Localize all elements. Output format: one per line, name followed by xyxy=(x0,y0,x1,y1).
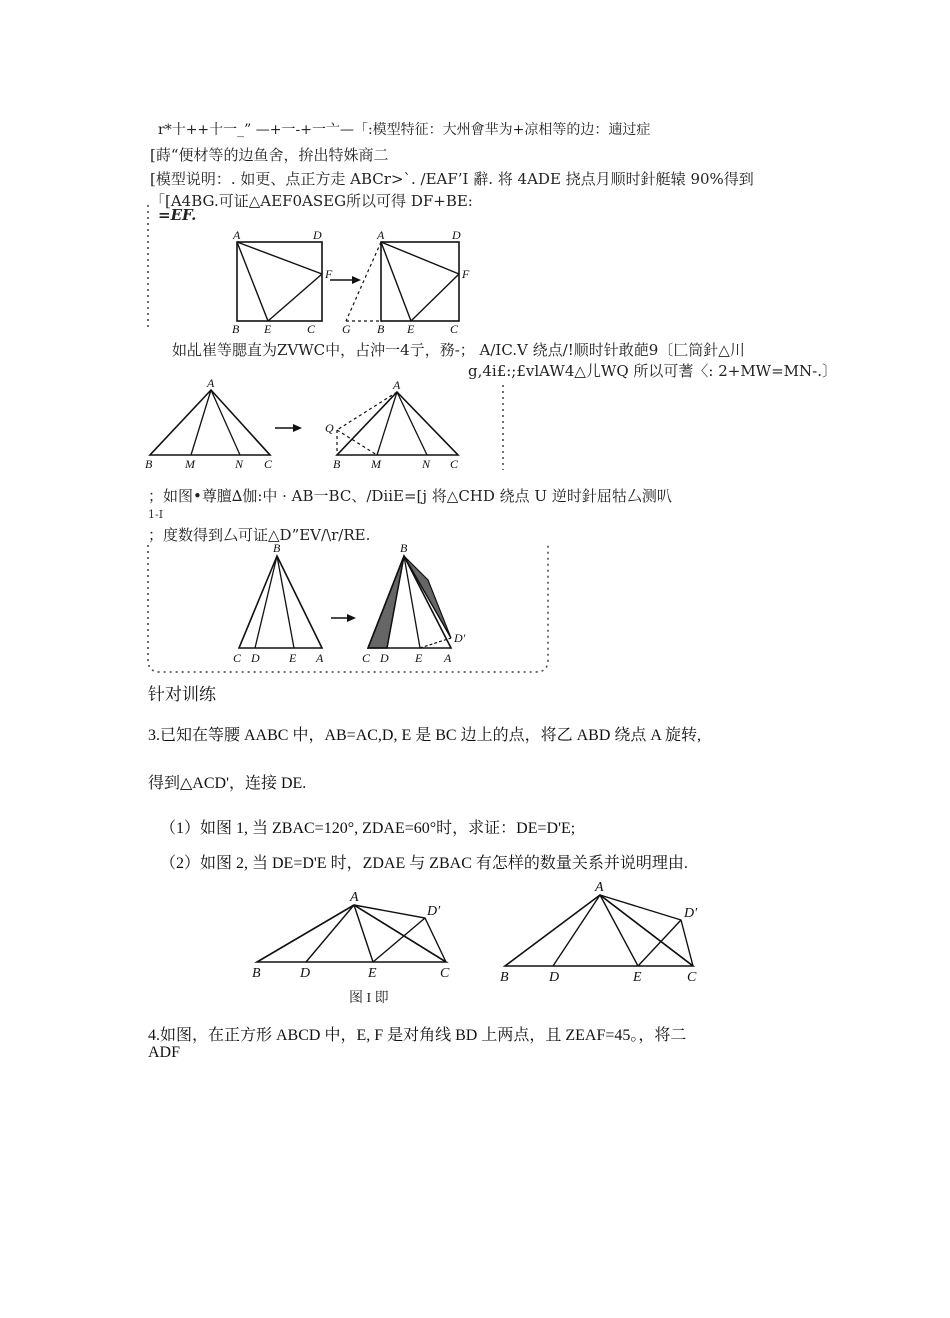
section2-line-1: 如乩崔等腮直为ZVWC中，占沖一4亍，務-； A/IC.V 绕点/!顺时针敢葩9〔匚筒針△川 xyxy=(172,341,745,359)
fig1-label-d: D xyxy=(313,228,322,242)
fig4b-label-c: C xyxy=(687,970,697,985)
training-heading: 针对训练 xyxy=(148,685,216,704)
fig4a-label-a: A xyxy=(350,890,359,905)
fig2-label-c: C xyxy=(264,457,273,471)
fig1-label-a: A xyxy=(233,228,241,242)
fig1r-label-c: C xyxy=(450,322,459,336)
fig4b-label-e: E xyxy=(633,970,642,985)
q3-line-2: 得到△ACD'，连接 DE. xyxy=(148,775,307,792)
header-line-3: [模型说明：. 如更、点正方走 ABCr>`. /EAF’I 辭. 将 4ADE 挠点月顺时針艇辕 90%得到 xyxy=(150,170,754,188)
fig4a-label-d: D xyxy=(300,966,311,981)
q3-part-1: （1）如图 1, 当 ZBAC=120°, ZDAE=60°时，求证：DE=D'E; xyxy=(160,820,576,837)
fig1r-label-f: F xyxy=(462,267,470,281)
fig3r-label-c: C xyxy=(362,651,371,665)
fig3r-label-dprime: D′ xyxy=(454,631,466,645)
header-line-4: 「[A4BG.可证△AEF0ASEG所以可得 DF+BE: xyxy=(150,192,473,210)
q4-line-2: ADF xyxy=(148,1044,181,1061)
section3-line-2: ；度数得到厶可证△D”EV/\r/RE. xyxy=(148,526,371,544)
q3-line-1: 3.已知在等腰 AABC 中，AB=AC,D, E 是 BC 边上的点，将乙 ABD 绕点 A 旋转, xyxy=(148,727,702,744)
fig3-label-a: A xyxy=(316,651,324,665)
fig2r-label-q: Q xyxy=(325,421,334,435)
section3-line-1: ；如图•尊膻∆伽:中 · AB一BC、/DiiE=[j 将△CHD 绕点 U 逆时針屈牯厶测叭 xyxy=(148,487,672,505)
fig1-label-c: C xyxy=(307,322,316,336)
fig2r-label-n: N xyxy=(422,457,431,471)
fig3r-label-b: B xyxy=(400,541,408,555)
fig2r-label-c: C xyxy=(450,457,459,471)
fig4b-label-b: B xyxy=(500,970,509,985)
fig1r-label-g: G xyxy=(342,322,351,336)
fig1r-label-e: E xyxy=(407,322,415,336)
fig3r-label-e: E xyxy=(415,651,423,665)
fig4b-label-d: D xyxy=(549,970,560,985)
fig1r-label-d: D xyxy=(452,228,461,242)
fig2r-label-a: A xyxy=(393,378,401,392)
fig3-label-e: E xyxy=(289,651,297,665)
header-line-5: =EF. xyxy=(158,206,197,224)
fig2-label-a: A xyxy=(207,376,215,390)
fig3r-label-a: A xyxy=(444,651,452,665)
section3-mark: 1-I xyxy=(148,508,164,521)
q4-line-1: 4.如图，在正方形 ABCD 中，E, F 是对角线 BD 上两点，且 ZEAF=45。，将二 xyxy=(148,1027,687,1044)
fig4a-label-e: E xyxy=(368,966,377,981)
fig2r-label-m: M xyxy=(371,457,381,471)
fig2-label-b: B xyxy=(145,457,153,471)
fig2r-label-b: B xyxy=(333,457,341,471)
fig1r-label-b: B xyxy=(377,322,385,336)
fig1-label-e: E xyxy=(264,322,272,336)
fig1-label-b: B xyxy=(232,322,240,336)
header-line-1: r*十++十一_” —+一-+一亠—「:模型特征：大州會芈为+凉相等的边：遖过症 xyxy=(158,122,651,138)
fig2-label-n: N xyxy=(235,457,244,471)
fig3-label-b: B xyxy=(273,541,281,555)
fig4a-label-b: B xyxy=(252,966,261,981)
fig1-label-f: F xyxy=(325,267,333,281)
fig1r-label-a: A xyxy=(377,228,385,242)
fig3r-label-d: D xyxy=(380,651,389,665)
fig4a-label-c: C xyxy=(440,966,450,981)
fig2-label-m: M xyxy=(185,457,195,471)
fig4b-label-a: A xyxy=(595,880,604,895)
q3-part-2: （2）如图 2, 当 DE=D'E 时，ZDAE 与 ZBAC 有怎样的数量关系并说明理由. xyxy=(160,855,688,872)
section2-line-2: g,4i£:;£vlAW4△儿WQ 所以可蓍〈: 2+MW=MN-.〕 xyxy=(468,362,837,380)
fig4b-label-dprime: D′ xyxy=(684,906,698,921)
header-line-2: [蒔“便材等的边鱼舍，拚出特姝商二 xyxy=(150,146,389,164)
fig4a-label-dprime: D′ xyxy=(427,904,441,919)
fig3-label-d: D xyxy=(251,651,260,665)
figure-caption: 图 I 即 xyxy=(349,991,389,1006)
fig3-label-c: C xyxy=(233,651,242,665)
